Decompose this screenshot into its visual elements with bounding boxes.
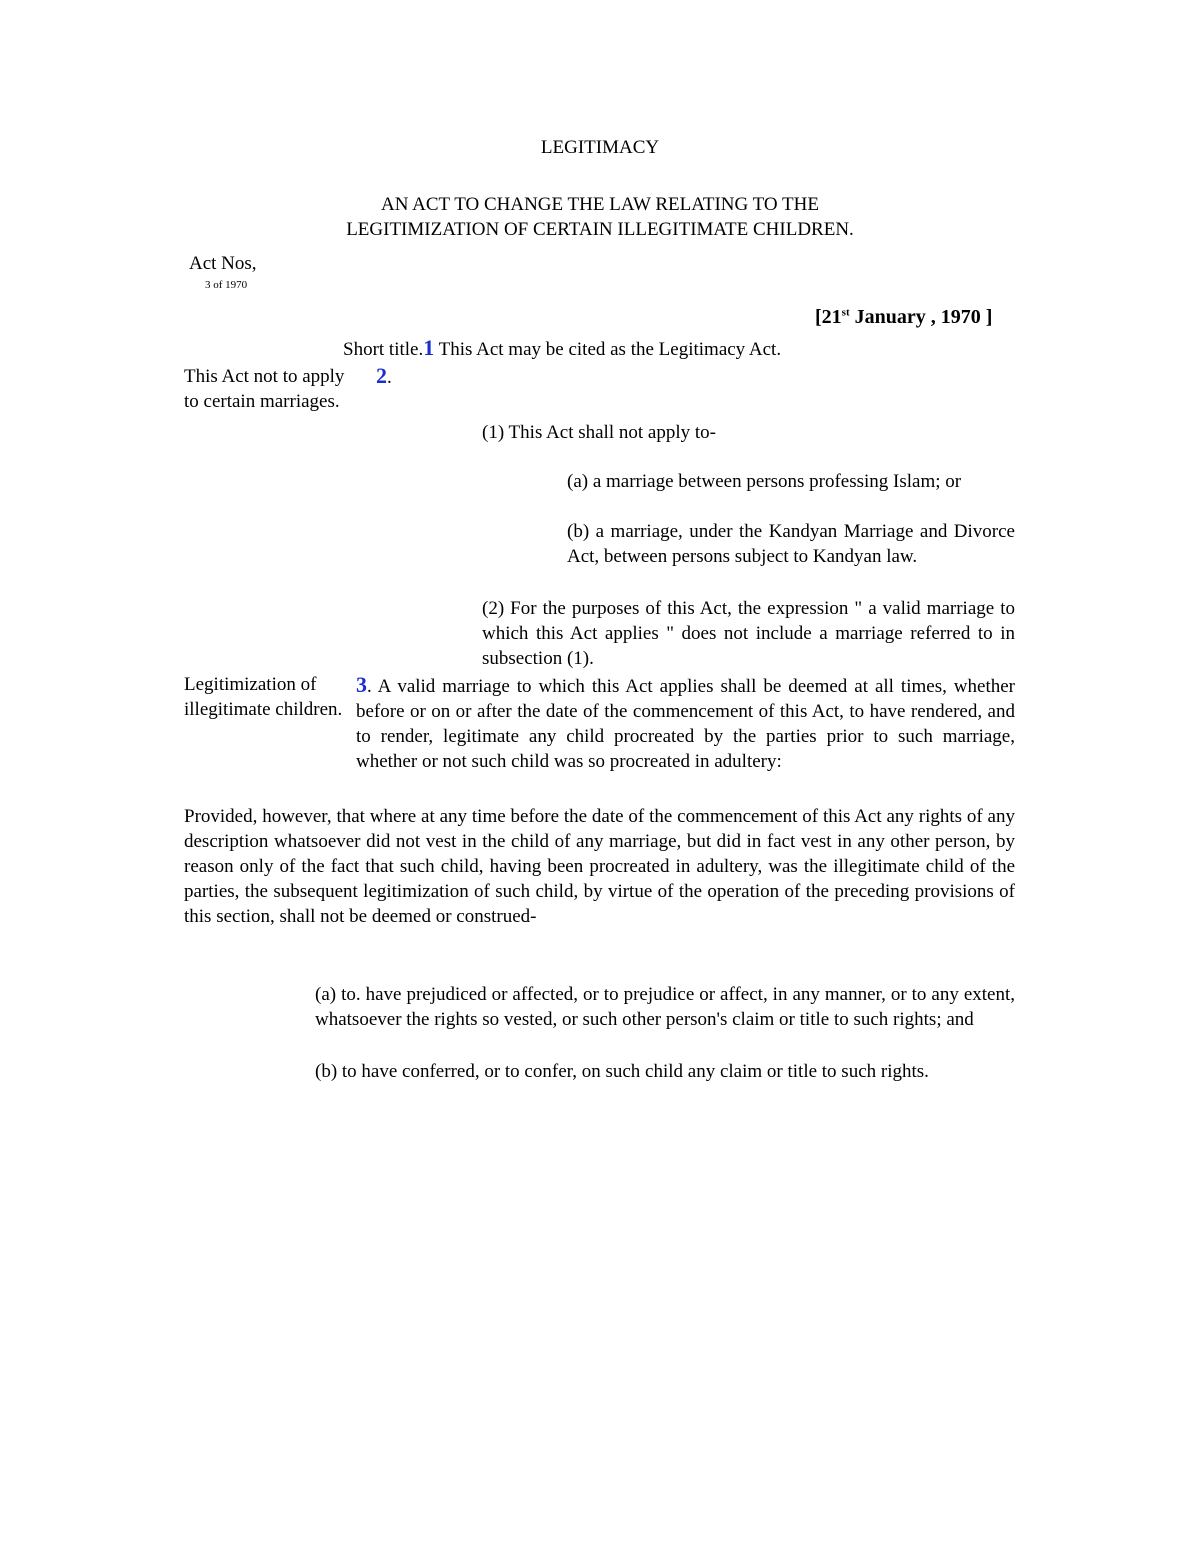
date-sup: st — [841, 306, 850, 319]
section-3-text: . A valid marriage to which this Act applies shall be deemed at all times, whether before or on or after the date of the commencement of this Act, to have rendered, and to render, legitimate any child procreated by the parties prior to such marriage, whether or not such child was so procreated in adultery: — [356, 676, 1015, 772]
section-1-text: This Act may be cited as the Legitimacy Act. — [434, 339, 782, 360]
section-2-sub1: (1) This Act shall not apply to- — [482, 422, 716, 443]
page-title: LEGITIMACY — [540, 137, 660, 158]
enactment-date — [815, 305, 1020, 330]
section-1 — [343, 335, 781, 362]
long-title-line1: AN ACT TO CHANGE THE LAW RELATING TO THE — [381, 194, 819, 215]
margin-note-short-title: Short title. — [343, 339, 424, 360]
section-number-3: 3 — [356, 672, 367, 697]
section-3-item-a: (a) to. have prejudiced or affected, or to prejudice or affect, in any manner, or to any extent, whatsoever the rights so vested, or such other person's claim or title to such rights; and — [315, 984, 1015, 1030]
section-2-sub2: (2) For the purposes of this Act, the expression " a valid marriage to which this Act applies " does not include a marriage referred to in subsection (1). — [482, 598, 1015, 669]
section-3-body — [356, 672, 1015, 774]
margin-note-2-line2: to certain marriages. — [184, 391, 340, 412]
date-rest: January , 1970 ] — [849, 306, 993, 328]
margin-note-section-2 — [184, 364, 344, 389]
long-title — [0, 192, 1200, 242]
act-nos-label: Act Nos, — [189, 253, 257, 274]
section-number-2: 2 — [376, 363, 387, 388]
section-2-item-b: (b) a marriage, under the Kandyan Marriage and Divorce Act, between persons subject to Kandyan law. — [567, 521, 1015, 567]
margin-note-2-line1: This Act not to apply — [184, 366, 345, 387]
section-number-1: 1 — [423, 335, 435, 360]
section-number-2-suffix: . — [387, 367, 392, 388]
section-2-item-a: (a) a marriage between persons professing Islam; or — [567, 471, 962, 492]
section-3-proviso: Provided, however, that where at any time before the date of the commencement of this Act any rights of any description whatsoever did not vest in the child of any marriage, but did in fact vest in any other person, by reason only of the fact that such child, having been procreated in adultery, was the illegitimate child of the parties, the subsequent legitimization of such child, by virtue of the operation of the preceding provisions of this section, shall not be deemed or construed- — [184, 806, 1015, 927]
margin-note-section-3: Legitimization of illegitimate children. — [184, 674, 343, 720]
long-title-line2: LEGITIMIZATION OF CERTAIN ILLEGITIMATE CHILDREN. — [346, 219, 854, 240]
section-number-2-wrap — [376, 363, 392, 390]
section-3-item-b: (b) to have conferred, or to confer, on such child any claim or title to such rights. — [315, 1061, 929, 1082]
date-open: [21 — [815, 306, 842, 328]
act-nos-number: 3 of 1970 — [205, 279, 248, 291]
